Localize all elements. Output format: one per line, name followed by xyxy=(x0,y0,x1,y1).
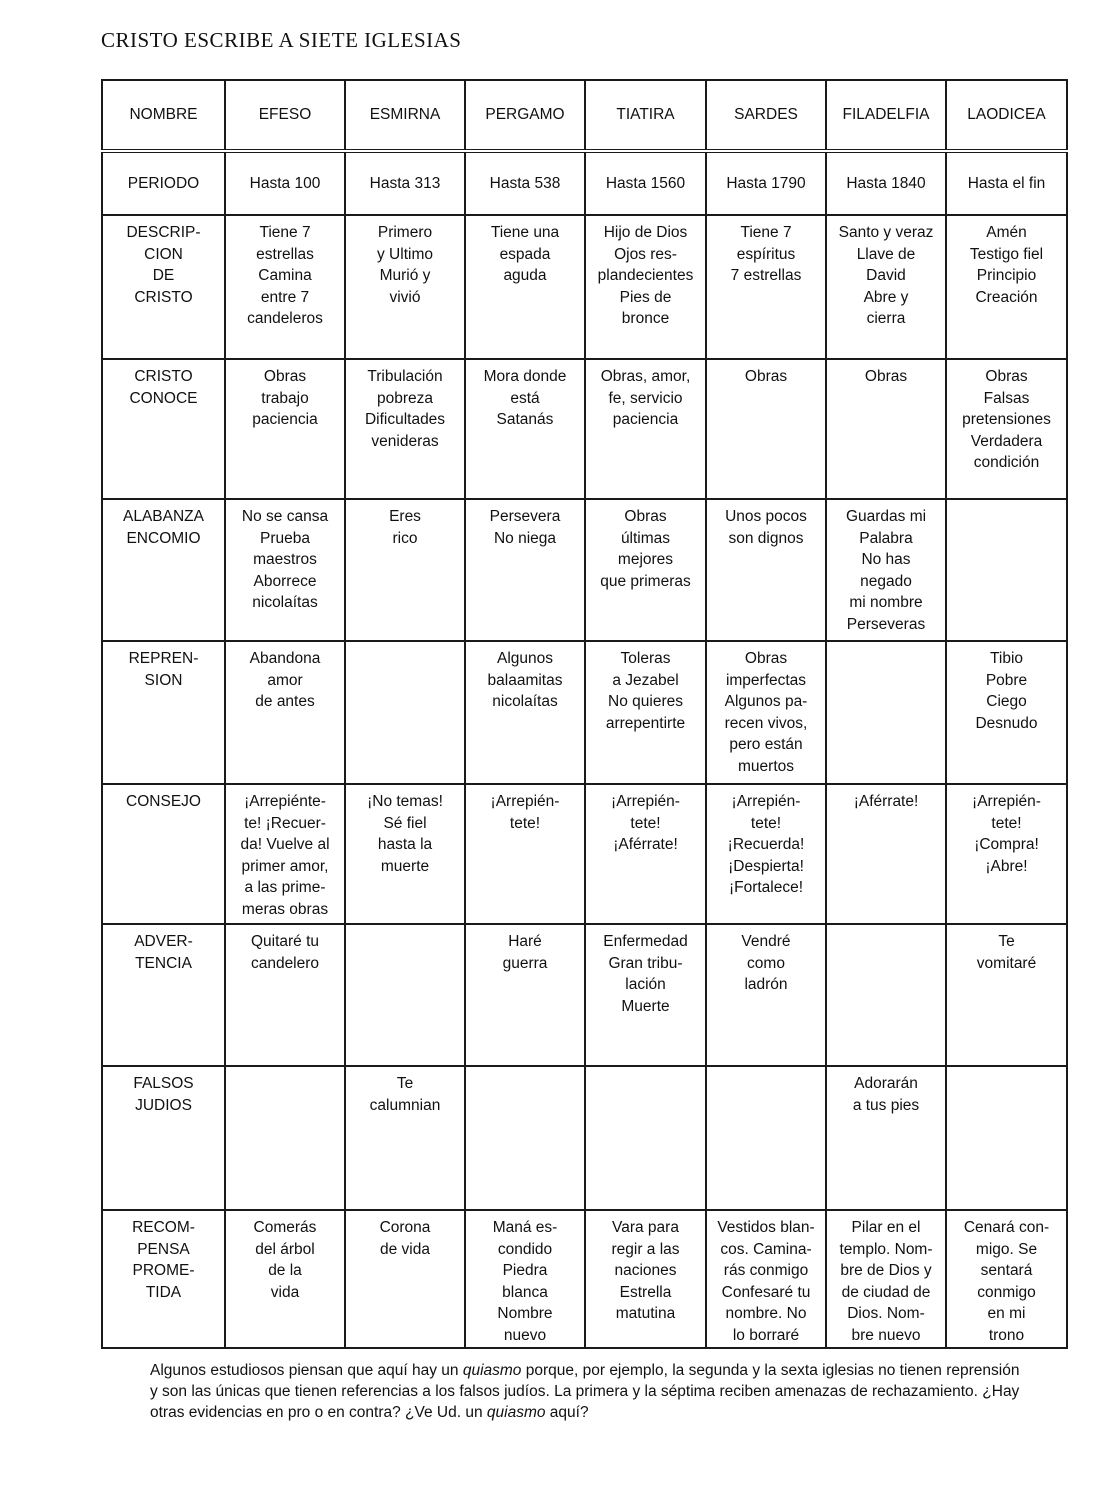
table-row xyxy=(102,784,1067,924)
table-cell xyxy=(706,1066,826,1210)
table-cell xyxy=(345,641,465,784)
table-cell xyxy=(826,641,946,784)
table-cell: Vara para regir a las naciones Estrella matutina xyxy=(585,1210,706,1348)
header-cell: NOMBRE xyxy=(102,80,225,151)
table-cell: Algunos balaamitas nicolaítas xyxy=(465,641,585,784)
table-cell: Vendré como ladrón xyxy=(706,924,826,1066)
row-label: CONSEJO xyxy=(102,784,225,924)
table-cell: Vestidos blan- cos. Camina- rás conmigo Confesaré tu nombre. No lo borraré xyxy=(706,1210,826,1348)
table-cell: Obras imperfectas Algunos pa- recen vivos, pero están muertos xyxy=(706,641,826,784)
table-cell: ¡Arrepién- tete! ¡Compra! ¡Abre! xyxy=(946,784,1067,924)
header-cell: TIATIRA xyxy=(585,80,706,151)
header-cell: LAODICEA xyxy=(946,80,1067,151)
header-cell: EFESO xyxy=(225,80,345,151)
table-cell: Abandona amor de antes xyxy=(225,641,345,784)
footnote-text: aquí? xyxy=(545,1404,589,1421)
table-cell: Santo y veraz Llave de David Abre y cierra xyxy=(826,215,946,359)
footnote-term: quiasmo xyxy=(486,1404,546,1421)
table-cell: Tiene 7 espíritus 7 estrellas xyxy=(706,215,826,359)
row-label: DESCRIP- CION DE CRISTO xyxy=(102,215,225,359)
table-cell: Primero y Ultimo Murió y vivió xyxy=(345,215,465,359)
table-cell: Te vomitaré xyxy=(946,924,1067,1066)
table-cell: Eres rico xyxy=(345,499,465,641)
table-row xyxy=(102,924,1067,1066)
table-cell: Tibio Pobre Ciego Desnudo xyxy=(946,641,1067,784)
table-cell: Obras trabajo paciencia xyxy=(225,359,345,499)
churches-table xyxy=(101,79,1068,1349)
table-cell: Pilar en el templo. Nom- bre de Dios y de ciudad de Dios. Nom- bre nuevo xyxy=(826,1210,946,1348)
row-label: RECOM- PENSA PROME- TIDA xyxy=(102,1210,225,1348)
table-cell: Tribulación pobreza Dificultades venideras xyxy=(345,359,465,499)
table-row xyxy=(102,641,1067,784)
table-cell: Mora donde está Satanás xyxy=(465,359,585,499)
table-cell: ¡Arrepién- tete! xyxy=(465,784,585,924)
table-cell: ¡Aférrate! xyxy=(826,784,946,924)
footnote-text: porque, por ejemplo, la segunda y la sexta iglesias no tienen reprensión y son las únicas que tienen referencias a los falsos judíos. La primera y la séptima reciben amenazas de rechazamiento. ¿Hay otras evidencias en pro o en contra? ¿Ve Ud. un xyxy=(150,1362,1020,1421)
table-row xyxy=(102,151,1067,215)
table-cell: Hijo de Dios Ojos res- plandecientes Pies de bronce xyxy=(585,215,706,359)
header-cell: ESMIRNA xyxy=(345,80,465,151)
table-cell: Obras, amor, fe, servicio paciencia xyxy=(585,359,706,499)
table-cell: Tiene 7 estrellas Camina entre 7 candeleros xyxy=(225,215,345,359)
header-cell: FILADELFIA xyxy=(826,80,946,151)
table-cell: Corona de vida xyxy=(345,1210,465,1348)
table-cell: Comerás del árbol de la vida xyxy=(225,1210,345,1348)
footnote-text: Algunos estudiosos piensan que aquí hay un xyxy=(150,1362,463,1379)
table-cell: Obras xyxy=(706,359,826,499)
row-label: ALABANZA ENCOMIO xyxy=(102,499,225,641)
table-cell: Cenará con- migo. Se sentará conmigo en mi trono xyxy=(946,1210,1067,1348)
table-cell: Persevera No niega xyxy=(465,499,585,641)
table-row xyxy=(102,1210,1067,1348)
table-cell xyxy=(465,1066,585,1210)
table-cell xyxy=(946,499,1067,641)
table-cell: Obras xyxy=(826,359,946,499)
table-cell: Guardas mi Palabra No has negado mi nombre Perseveras xyxy=(826,499,946,641)
table-row xyxy=(102,499,1067,641)
table-cell: Quitaré tu candelero xyxy=(225,924,345,1066)
table-cell: Haré guerra xyxy=(465,924,585,1066)
table-cell xyxy=(345,924,465,1066)
table-cell: Tiene una espada aguda xyxy=(465,215,585,359)
page-title: CRISTO ESCRIBE A SIETE IGLESIAS xyxy=(101,28,462,52)
header-cell: SARDES xyxy=(706,80,826,151)
table-cell: Hasta 1840 xyxy=(826,151,946,215)
table-row xyxy=(102,215,1067,359)
row-label: CRISTO CONOCE xyxy=(102,359,225,499)
row-label: ADVER- TENCIA xyxy=(102,924,225,1066)
table-row xyxy=(102,359,1067,499)
table-cell xyxy=(826,924,946,1066)
table-cell xyxy=(585,1066,706,1210)
table-cell: ¡Arrepién- tete! ¡Recuerda! ¡Despierta! ¡Fortalece! xyxy=(706,784,826,924)
table-cell: Te calumnian xyxy=(345,1066,465,1210)
row-label: PERIODO xyxy=(102,151,225,215)
table-cell: Hasta 313 xyxy=(345,151,465,215)
table-cell: Unos pocos son dignos xyxy=(706,499,826,641)
header-row xyxy=(102,80,1067,151)
table-cell: ¡No temas! Sé fiel hasta la muerte xyxy=(345,784,465,924)
table-cell: No se cansa Prueba maestros Aborrece nicolaítas xyxy=(225,499,345,641)
table-cell: Hasta el fin xyxy=(946,151,1067,215)
row-label: REPREN- SION xyxy=(102,641,225,784)
table-cell: ¡Arrepién- tete! ¡Aférrate! xyxy=(585,784,706,924)
table-cell: Maná es- condido Piedra blanca Nombre nuevo xyxy=(465,1210,585,1348)
table-row xyxy=(102,1066,1067,1210)
table-cell: Hasta 538 xyxy=(465,151,585,215)
table-cell: Adorarán a tus pies xyxy=(826,1066,946,1210)
table-cell: Amén Testigo fiel Principio Creación xyxy=(946,215,1067,359)
table-cell: Hasta 1790 xyxy=(706,151,826,215)
footnote-term: quiasmo xyxy=(462,1362,522,1379)
table-cell: Hasta 1560 xyxy=(585,151,706,215)
table-cell: Obras Falsas pretensiones Verdadera condición xyxy=(946,359,1067,499)
table-cell: ¡Arrepiénte- te! ¡Recuer- da! Vuelve al primer amor, a las prime- meras obras xyxy=(225,784,345,924)
footnote xyxy=(150,1360,1030,1423)
table-cell xyxy=(225,1066,345,1210)
row-label: FALSOS JUDIOS xyxy=(102,1066,225,1210)
table-cell: Hasta 100 xyxy=(225,151,345,215)
table-cell: Enfermedad Gran tribu- lación Muerte xyxy=(585,924,706,1066)
table-cell: Obras últimas mejores que primeras xyxy=(585,499,706,641)
table-cell: Toleras a Jezabel No quieres arrepentirte xyxy=(585,641,706,784)
table-cell xyxy=(946,1066,1067,1210)
header-cell: PERGAMO xyxy=(465,80,585,151)
